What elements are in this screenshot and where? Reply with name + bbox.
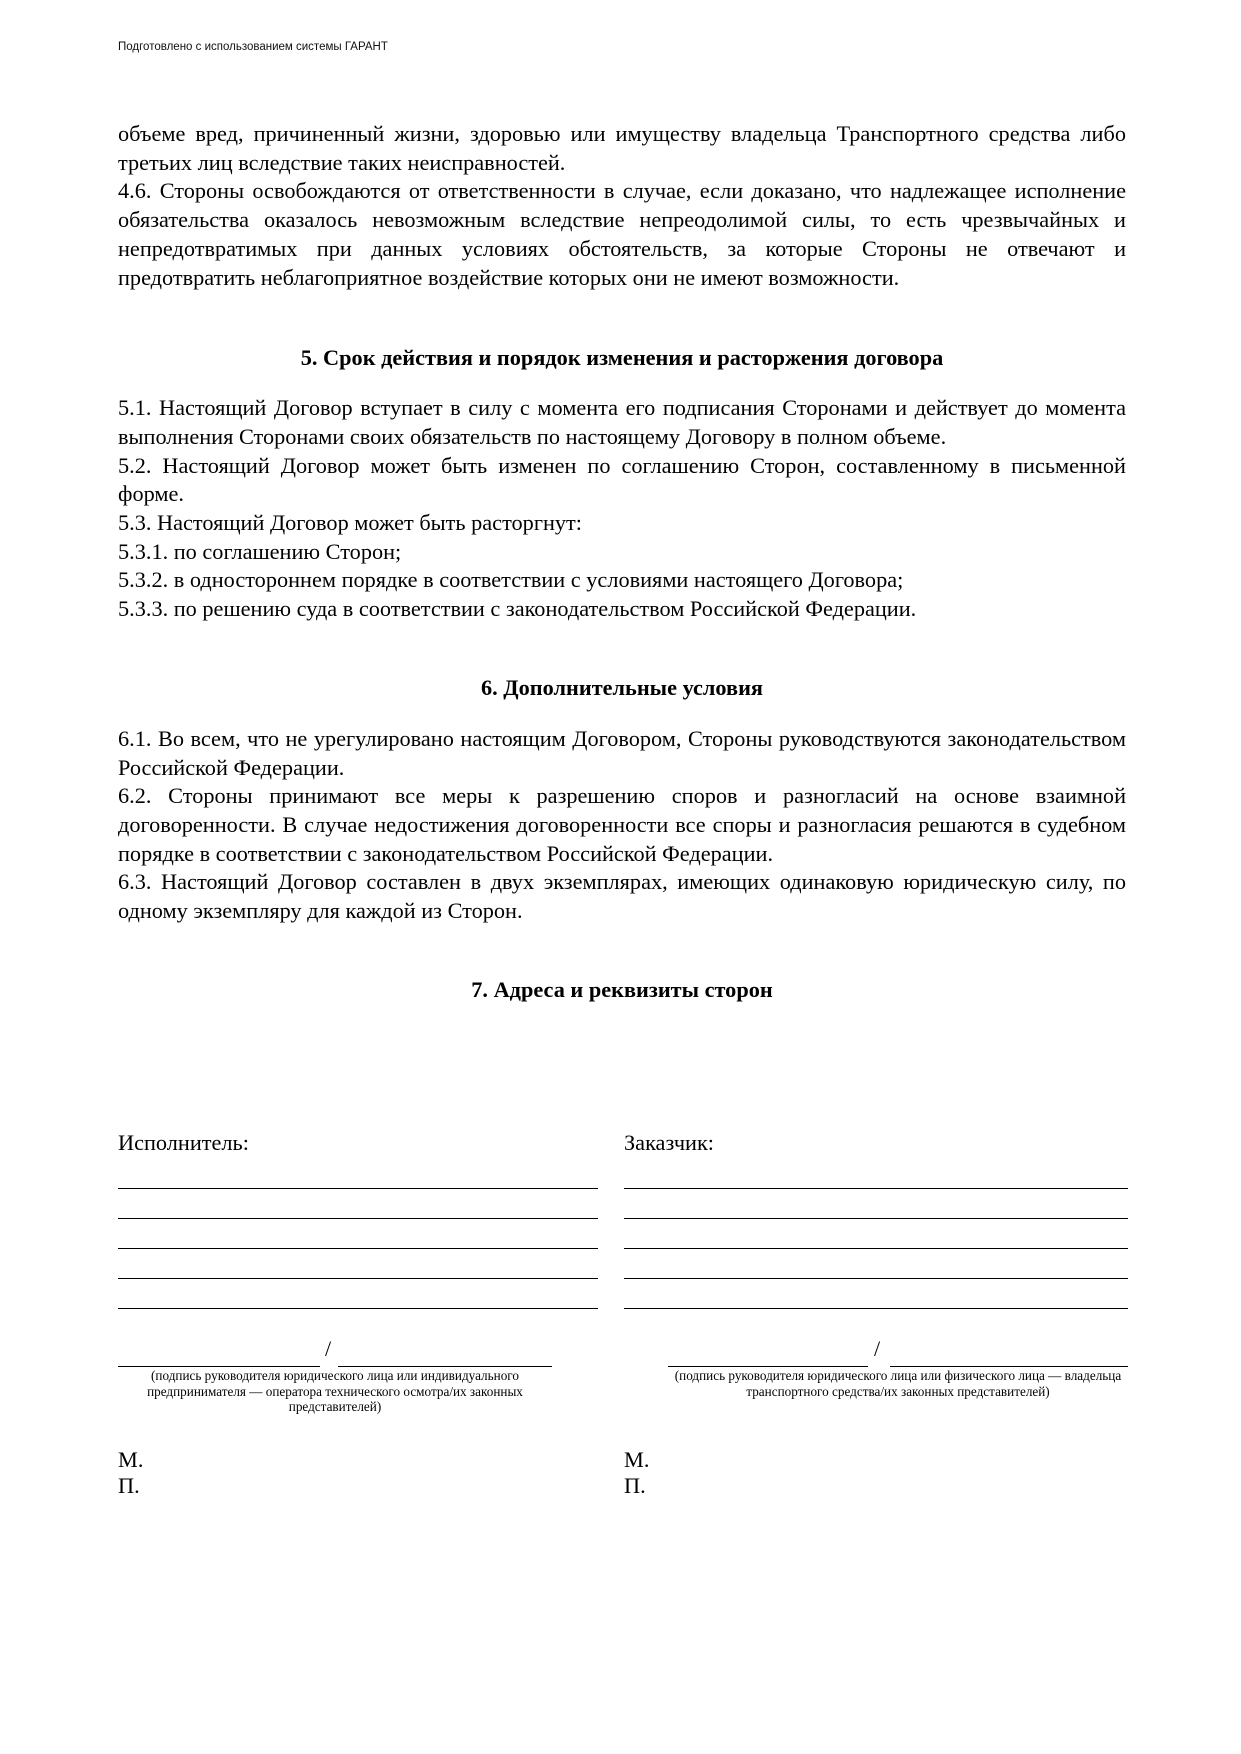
paragraph-5-3-2: 5.3.2. в одностороннем порядке в соответствии с условиями настоящего Договора;	[118, 567, 904, 593]
executor-label: Исполнитель:	[118, 1130, 249, 1155]
executor-requisites-line	[118, 1188, 598, 1189]
customer-requisites-line	[624, 1278, 1128, 1279]
paragraph-6-2: 6.2. Стороны принимают все меры к разрешению споров и разногласий на основе взаимной договоренности. В случае недостижения договоренности все споры и разногласия решаются в судебном порядке в соответствии с законодательством Российской Федерации.	[118, 783, 1126, 866]
executor-signature-caption: (подпись руководителя юридического лица или индивидуального предпринимателя — оператора технического осмотра/их законных представителей)	[147, 1368, 523, 1414]
source-header: Подготовлено с использованием системы ГАРАНТ	[118, 41, 388, 53]
paragraph-5-3-1: 5.3.1. по соглашению Сторон;	[118, 538, 402, 564]
paragraph-4-5-end: объеме вред, причиненный жизни, здоровью или имуществу владельца Транспортного средства либо третьих лиц вследствие таких неисправностей.	[118, 121, 1126, 175]
customer-requisites-line	[624, 1218, 1128, 1219]
paragraph-5-2: 5.2. Настоящий Договор может быть изменен по соглашению Сторон, составленному в письменной форме.	[118, 452, 1126, 507]
executor-requisites-line	[118, 1218, 598, 1219]
executor-requisites-line	[118, 1278, 598, 1279]
paragraph-5-3-3: 5.3.3. по решению суда в соответствии с законодательством Российской Федерации.	[118, 596, 917, 622]
signature-area	[118, 1130, 1126, 1498]
customer-signature-caption: (подпись руководителя юридического лица или физического лица — владельца транспортного средства/их законных представителей)	[674, 1368, 1122, 1399]
section-5-title: 5. Срок действия и порядок изменения и расторжения договора	[300, 345, 944, 371]
customer-signature-line	[668, 1366, 868, 1367]
customer-requisites-line	[624, 1308, 1128, 1309]
executor-requisites-line	[118, 1248, 598, 1249]
paragraph-6-3: 6.3. Настоящий Договор составлен в двух экземплярах, имеющих одинаковую юридическую силу, по одному экземпляру для каждой из Сторон.	[118, 869, 1126, 924]
paragraph-5-3: 5.3. Настоящий Договор может быть расторгнут:	[118, 510, 582, 536]
section-7-title: 7. Адреса и реквизиты сторон	[471, 976, 773, 1002]
paragraph-6-1: 6.1. Во всем, что не урегулировано настоящим Договором, Стороны руководствуются законодательством Российской Федерации.	[118, 725, 1126, 780]
customer-stamp-label: М. П.	[624, 1447, 650, 1498]
executor-requisites-line	[118, 1308, 598, 1309]
paragraph-5-1: 5.1. Настоящий Договор вступает в силу с момента его подписания Сторонами и действует до момента выполнения Сторонами своих обязательств по настоящему Договору в полном объеме.	[118, 395, 1126, 449]
customer-slash: /	[874, 1336, 881, 1361]
customer-name-line	[890, 1366, 1128, 1367]
customer-requisites-line	[624, 1188, 1128, 1189]
customer-requisites-line	[624, 1248, 1128, 1249]
paragraph-4-6: 4.6. Стороны освобождаются от ответственности в случае, если доказано, что надлежащее исполнение обязательства оказалось невозможным вследствие непреодолимой силы, то есть чрезвычайных и непредотвратимых при данных условиях обстоятельств, за которые Стороны не отвечают и предотвратить неблагоприятное воздействие которых они не имеют возможности.	[118, 178, 1126, 290]
executor-stamp-label: М. П.	[118, 1447, 144, 1498]
customer-label: Заказчик:	[624, 1130, 714, 1155]
executor-signature-line	[118, 1366, 320, 1367]
document-body	[118, 120, 1126, 1004]
executor-slash: /	[325, 1336, 332, 1361]
executor-name-line	[338, 1366, 552, 1367]
section-6-title: 6. Дополнительные условия	[481, 674, 763, 700]
